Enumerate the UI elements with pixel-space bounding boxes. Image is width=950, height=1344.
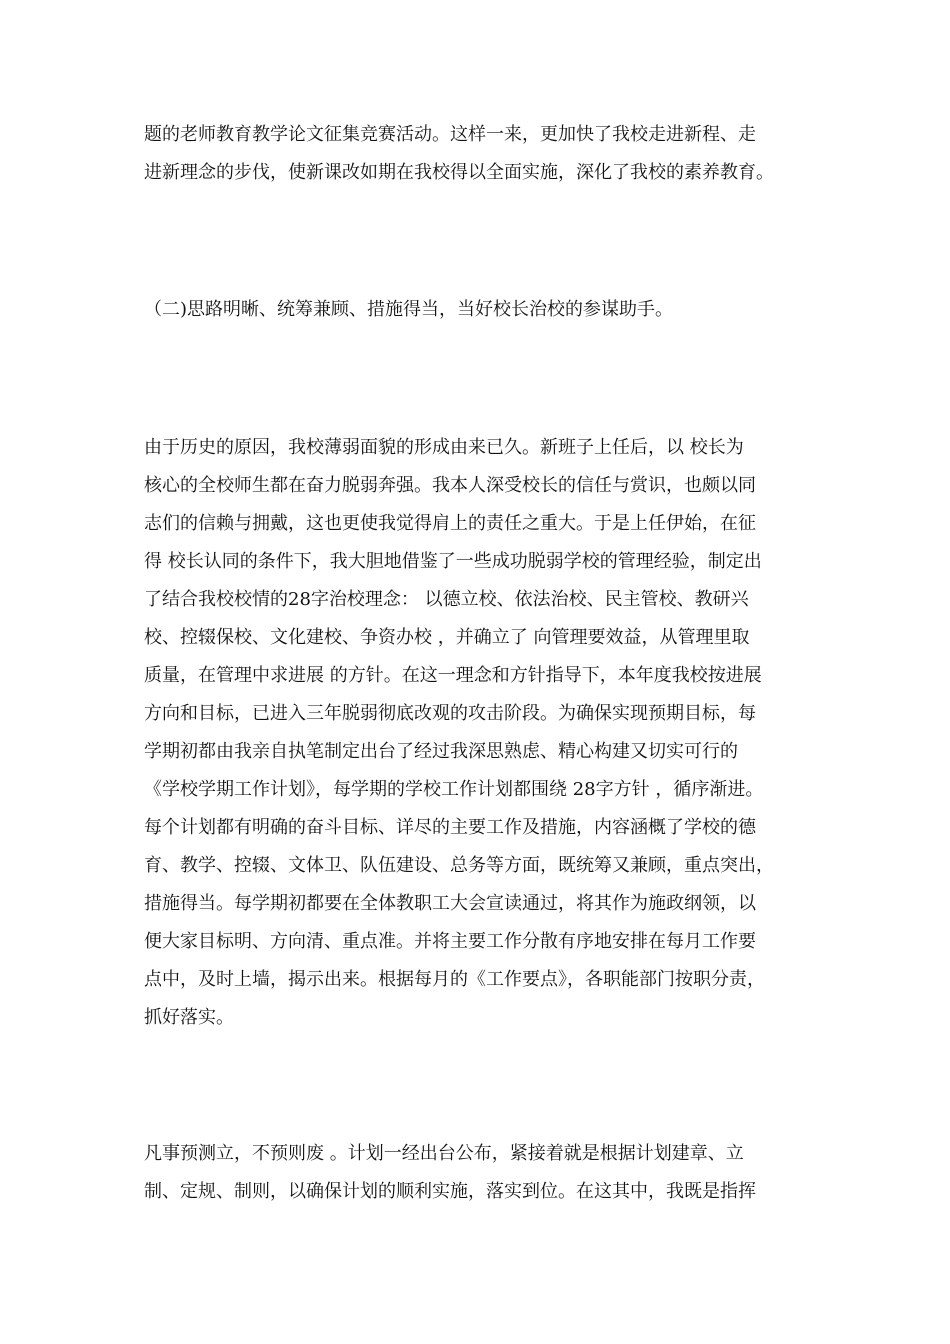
- paragraph-1-line-1: 题的老师教育教学论文征集竞赛活动。这样一来，更加快了我校走进新程、走: [144, 124, 756, 145]
- paragraph-2-line-8: 方向和目标，已进入三年脱弱彻底改观的攻击阶段。为确保实现预期目标，每: [144, 703, 756, 724]
- paragraph-2-line-7: 质量，在管理中求进展 的方针。在这一理念和方针指导下，本年度我校按进展: [144, 665, 762, 686]
- paragraph-3-line-1: 凡事预测立，不预则废 。计划一经出台公布，紧接着就是根据计划建章、立: [144, 1143, 744, 1164]
- paragraph-2-line-14: 便大家目标明、方向清、重点准。并将主要工作分散有序地安排在每月工作要: [144, 931, 756, 952]
- paragraph-1-line-2: 进新理念的步伐，使新课改如期在我校得以全面实施，深化了我校的素养教育。: [144, 162, 774, 183]
- paragraph-2-line-5: 了结合我校校情的28字治校理念： 以德立校、依法治校、民主管校、教研兴: [144, 589, 749, 610]
- paragraph-2-line-6: 校、控辍保校、文化建校、争资办校 ，并确立了 向管理要效益，从管理里取: [144, 627, 750, 648]
- paragraph-3-line-2: 制、定规、制则，以确保计划的顺利实施，落实到位。在这其中，我既是指挥: [144, 1181, 756, 1202]
- paragraph-2-line-4: 得 校长认同的条件下，我大胆地借鉴了一些成功脱弱学校的管理经验，制定出: [144, 551, 762, 572]
- paragraph-2-line-15: 点中，及时上墙，揭示出来。根据每月的《工作要点》，各职能部门按职分责，: [144, 969, 765, 990]
- paragraph-2-line-1: 由于历史的原因，我校薄弱面貌的形成由来已久。新班子上任后，以 校长为: [144, 437, 744, 458]
- paragraph-2-line-10: 《学校学期工作计划》，每学期的学校工作计划都围绕 28字方针 ，循序渐进。: [144, 779, 764, 800]
- paragraph-2-line-13: 措施得当。每学期初都要在全体教职工大会宣读通过，将其作为施政纲领，以: [144, 893, 756, 914]
- paragraph-2-line-3: 志们的信赖与拥戴，这也更使我觉得肩上的责任之重大。于是上任伊始，在征: [144, 513, 756, 534]
- paragraph-2-line-9: 学期初都由我亲自执笔制定出台了经过我深思熟虑、精心构建又切实可行的: [144, 741, 738, 762]
- paragraph-2-line-16: 抓好落实。: [144, 1007, 234, 1028]
- paragraph-2-line-12: 育、教学、控辍、文体卫、队伍建设、总务等方面，既统筹又兼顾，重点突出，: [144, 855, 774, 876]
- paragraph-2-line-11: 每个计划都有明确的奋斗目标、详尽的主要工作及措施，内容涵概了学校的德: [144, 817, 756, 838]
- section-heading-2: （二)思路明晰、统筹兼顾、措施得当，当好校长治校的参谋助手。: [144, 299, 674, 320]
- paragraph-2-line-2: 核心的全校师生都在奋力脱弱奔强。我本人深受校长的信任与赏识，也颇以同: [144, 475, 756, 496]
